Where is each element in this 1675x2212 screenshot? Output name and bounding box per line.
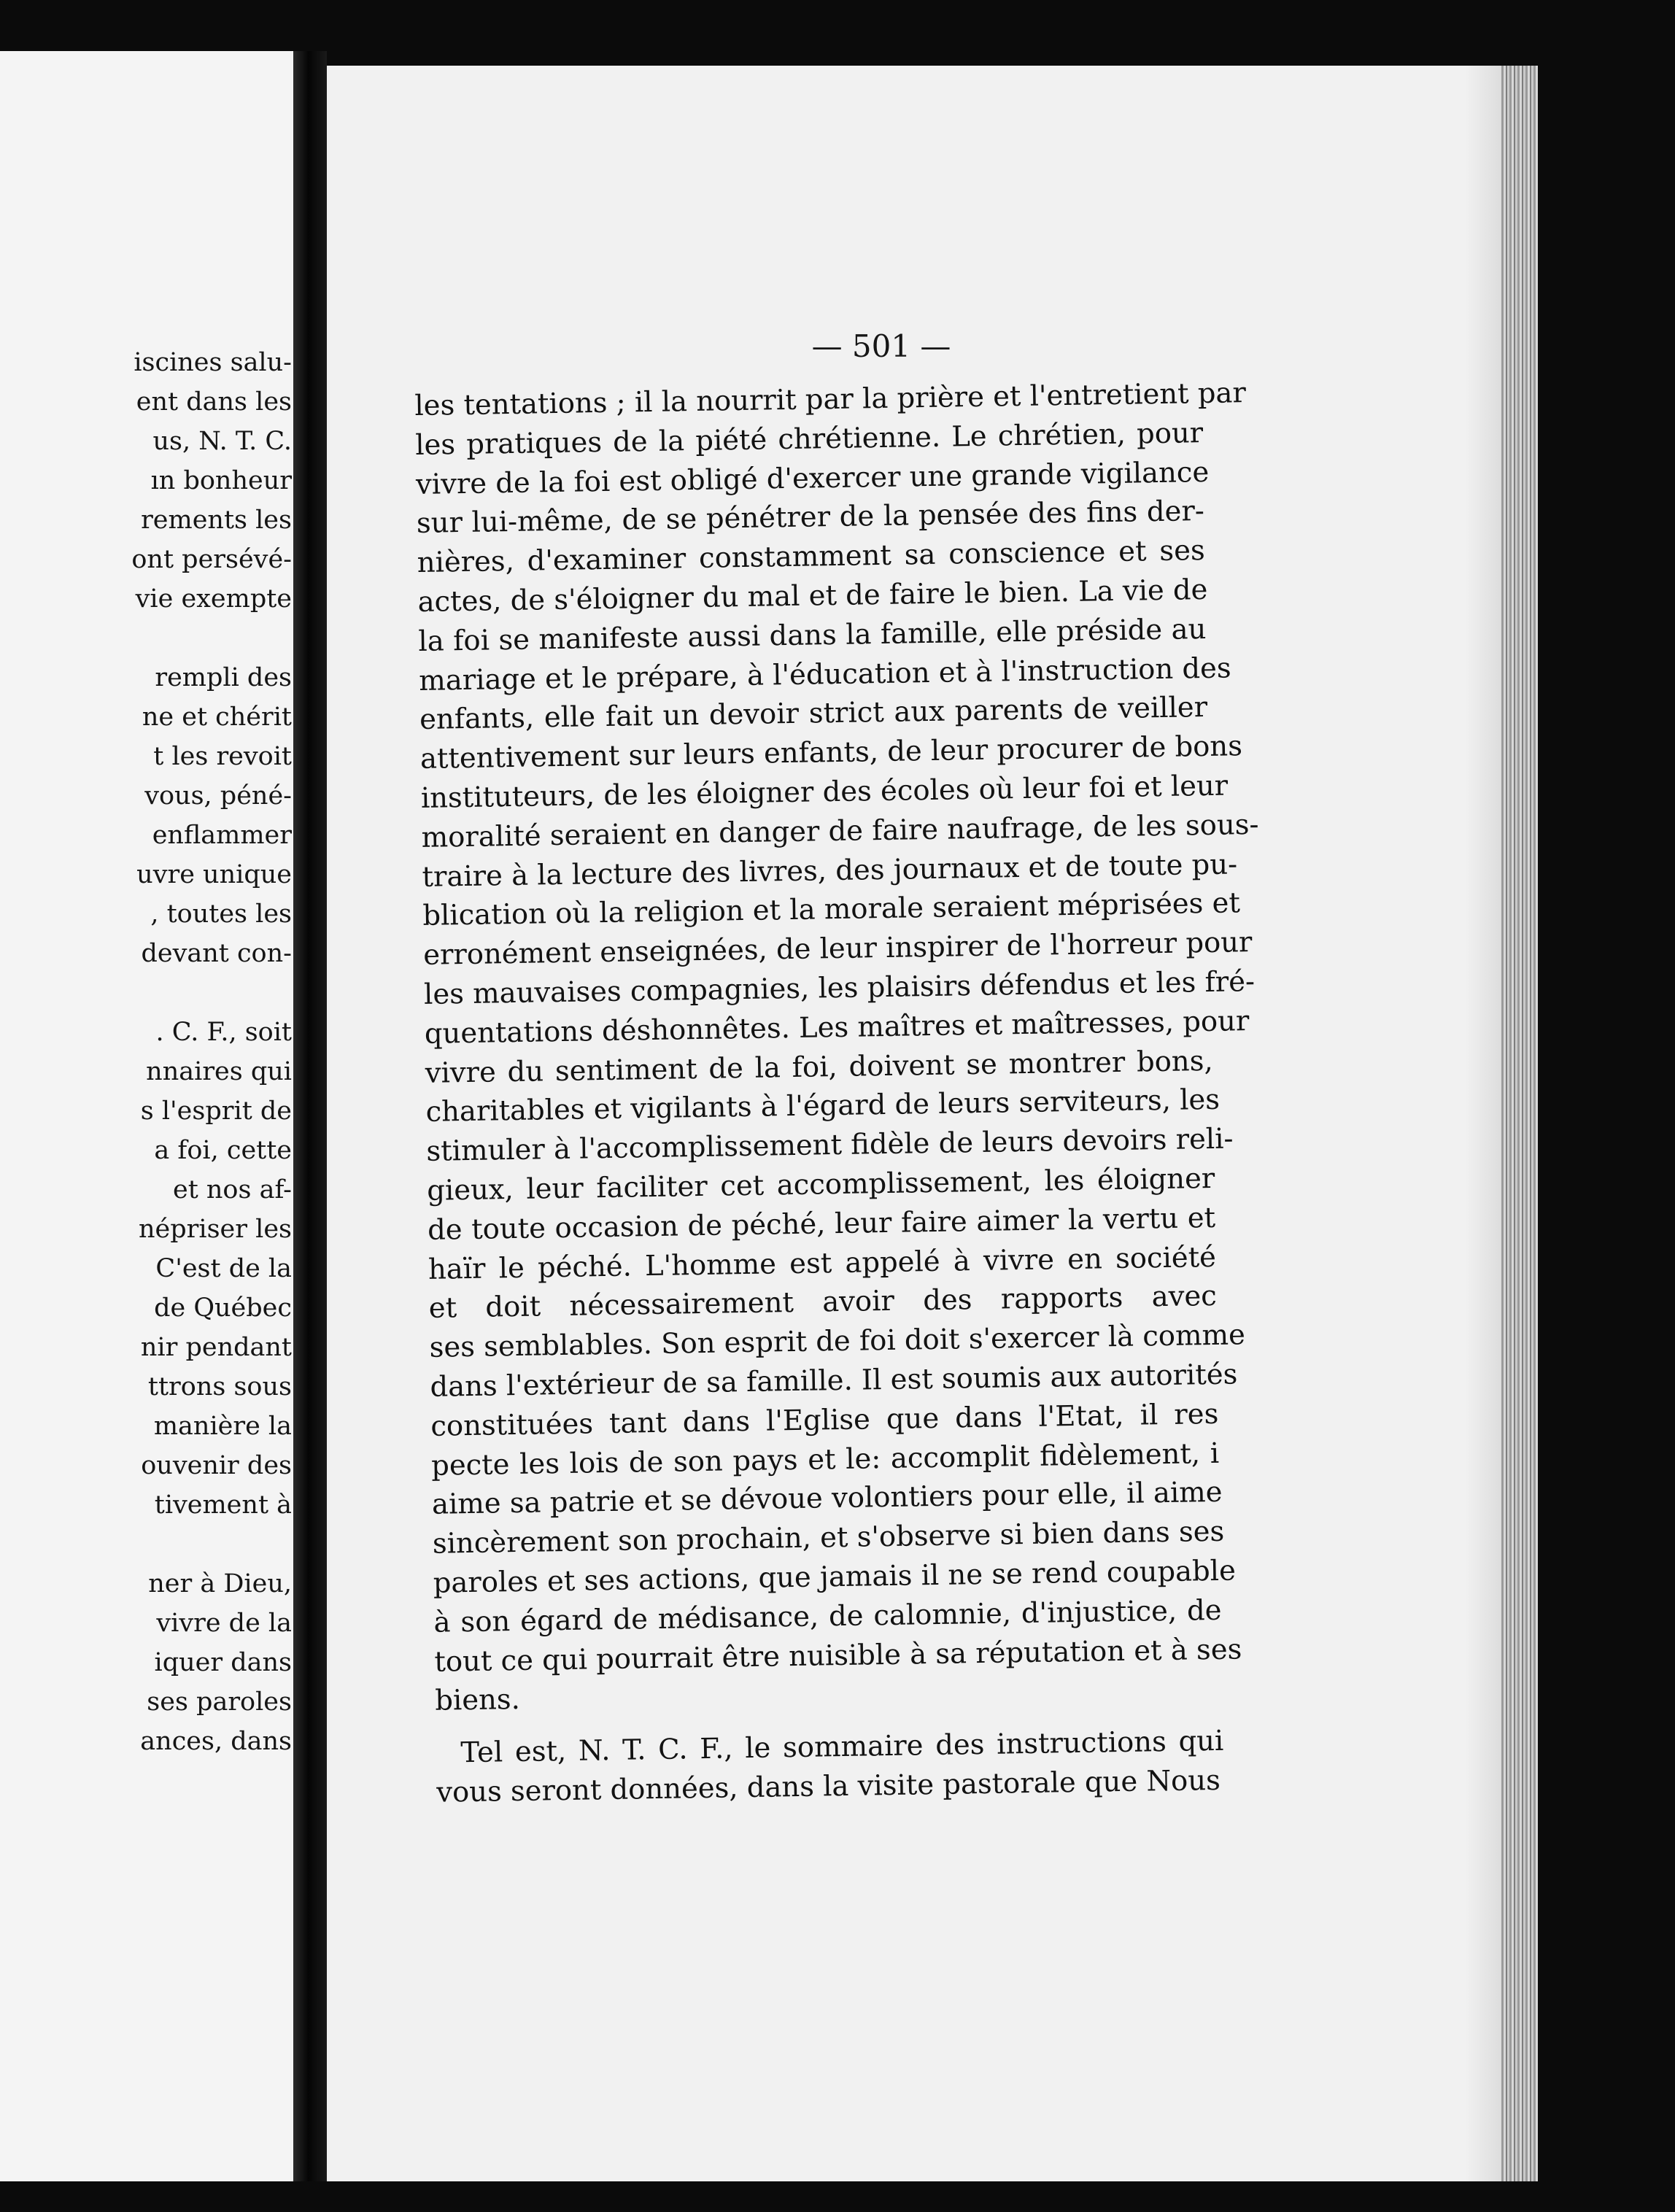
left-page-line: de Québec	[154, 1293, 292, 1323]
text-line: instituteurs, de les éloigner des écoles où leur foi et leur	[420, 769, 1229, 815]
left-page-line: et nos af-	[172, 1175, 292, 1204]
left-page-line: ouvenir des	[141, 1451, 292, 1480]
left-page-line: a foi, cette	[154, 1136, 292, 1165]
text-line: vivre de la foi est obligé d'exercer une grande vigilance	[415, 455, 1210, 501]
left-facing-page	[0, 51, 293, 2181]
left-page-line: enflammer	[152, 821, 292, 850]
text-line: gieux, leur faciliter cet accomplissement, les éloigner	[426, 1161, 1215, 1207]
text-line: paroles et ses actions, que jamais il ne se rend coupable	[433, 1554, 1237, 1600]
text-line: sincèrement son prochain, et s'observe si bien dans ses	[432, 1515, 1225, 1561]
left-page-line: iquer dans	[154, 1648, 292, 1677]
left-page-line: vous, péné-	[144, 781, 292, 811]
book-gutter	[293, 51, 327, 2181]
left-page-line: devant con-	[141, 939, 292, 968]
left-page-line	[0, 1525, 292, 1564]
left-page-line: ses paroles	[147, 1687, 292, 1717]
left-page-line: ne et chérit	[142, 703, 292, 732]
left-page-line	[0, 619, 292, 658]
left-page-line: ent dans les	[136, 387, 292, 417]
text-line: vous seront données, dans la visite pastorale que Nous	[436, 1763, 1221, 1809]
left-page-line: vivre de la	[156, 1609, 292, 1638]
text-line: constituées tant dans l'Eglise que dans l'Etat, il res	[430, 1397, 1219, 1443]
text-line: nières, d'examiner constamment sa conscience et ses	[417, 534, 1206, 580]
text-line: la foi se manifeste aussi dans la famille, elle préside au	[418, 612, 1207, 658]
left-page-line: C'est de la	[155, 1254, 292, 1283]
text-line: sur lui-même, de se pénétrer de la pensée des fins der-	[416, 495, 1205, 541]
text-line: aime sa patrie et se dévoue volontiers pour elle, il aime	[431, 1476, 1223, 1522]
left-page-line: ner à Dieu,	[148, 1569, 292, 1598]
text-line: les pratiques de la piété chrétienne. Le chrétien, pour	[414, 416, 1204, 462]
text-line: dans l'extérieur de sa famille. Il est soumis aux autorités	[430, 1358, 1238, 1404]
text-line: actes, de s'éloigner du mal et de faire le bien. La vie de	[417, 573, 1208, 619]
text-line: Tel est, N. T. C. F., le sommaire des instructions qui	[460, 1724, 1224, 1770]
left-page-line: nir pendant	[140, 1333, 292, 1362]
text-line: traire à la lecture des livres, des journaux et de toute pu-	[422, 847, 1238, 894]
text-line: mariage et le prépare, à l'éducation et à l'instruction des	[418, 651, 1231, 697]
left-page-line: . C. F., soit	[155, 1018, 292, 1047]
left-page-line: népriser les	[139, 1215, 292, 1244]
left-page-line: ın bonheur	[150, 466, 292, 495]
left-page-line: nnaires qui	[146, 1057, 292, 1086]
text-line: et doit nécessairement avoir des rapports avec	[428, 1280, 1218, 1326]
left-page-line: , toutes les	[150, 900, 292, 929]
left-page-line: manière la	[153, 1412, 292, 1441]
text-line: enfants, elle fait un devoir strict aux parents de veiller	[419, 691, 1208, 737]
text-line: blication où la religion et la morale seraient méprisées et	[422, 886, 1241, 933]
text-line: attentivement sur leurs enfants, de leur procurer de bons	[419, 730, 1243, 776]
paragraph-1	[414, 368, 1538, 1720]
text-line: charitables et vigilants à l'égard de leurs serviteurs, les	[425, 1083, 1221, 1129]
left-page-line: t les revoit	[153, 742, 292, 771]
left-page-line: rempli des	[155, 663, 292, 692]
left-page-line: ont persévé-	[131, 545, 292, 574]
text-line: les tentations ; il la nourrit par la prière et l'entretient par	[414, 376, 1247, 422]
text-line: ses semblables. Son esprit de foi doit s'exercer là comme	[429, 1318, 1246, 1364]
text-line: erronément enseignées, de leur inspirer de l'horreur pour	[422, 926, 1253, 972]
text-line: stimuler à l'accomplissement fidèle de leurs devoirs reli-	[426, 1122, 1234, 1169]
text-line: moralité seraient en danger de faire naufrage, de les sous-	[421, 808, 1259, 854]
left-page-line: tivement à	[154, 1490, 292, 1520]
left-page-line: ances, dans	[140, 1727, 292, 1756]
text-line: vivre du sentiment de la foi, doivent se montrer bons,	[425, 1044, 1214, 1090]
left-page-line: rements les	[141, 506, 292, 535]
text-line: biens.	[434, 1683, 521, 1718]
right-page	[327, 66, 1538, 2181]
text-line: de toute occasion de péché, leur faire aimer la vertu et	[427, 1201, 1216, 1247]
text-line: les mauvaises compagnies, les plaisirs défendus et les fré-	[423, 964, 1256, 1011]
left-page-line	[0, 973, 292, 1013]
scan-margin	[1538, 66, 1675, 2181]
left-page-line: iscines salu-	[134, 348, 292, 377]
text-line: à son égard de médisance, de calomnie, d'injustice, de	[433, 1593, 1222, 1639]
left-page-line: us, N. T. C.	[152, 427, 292, 456]
left-page-line: uvre unique	[136, 860, 292, 889]
left-page-line: ttrons sous	[147, 1372, 292, 1401]
left-page-line: vie exempte	[135, 584, 292, 614]
left-page-line: s l'esprit de	[140, 1097, 292, 1126]
page-number: — 501 —	[811, 328, 951, 364]
text-line: pecte les lois de son pays et le: accomplit fidèlement, i	[430, 1436, 1220, 1482]
body-text	[414, 368, 1538, 1812]
text-line: haïr le péché. L'homme est appelé à vivre en société	[428, 1240, 1217, 1286]
text-line: tout ce qui pourrait être nuisible à sa réputation et à ses	[434, 1632, 1242, 1679]
text-line: quentations déshonnêtes. Les maîtres et maîtresses, pour	[424, 1004, 1250, 1051]
